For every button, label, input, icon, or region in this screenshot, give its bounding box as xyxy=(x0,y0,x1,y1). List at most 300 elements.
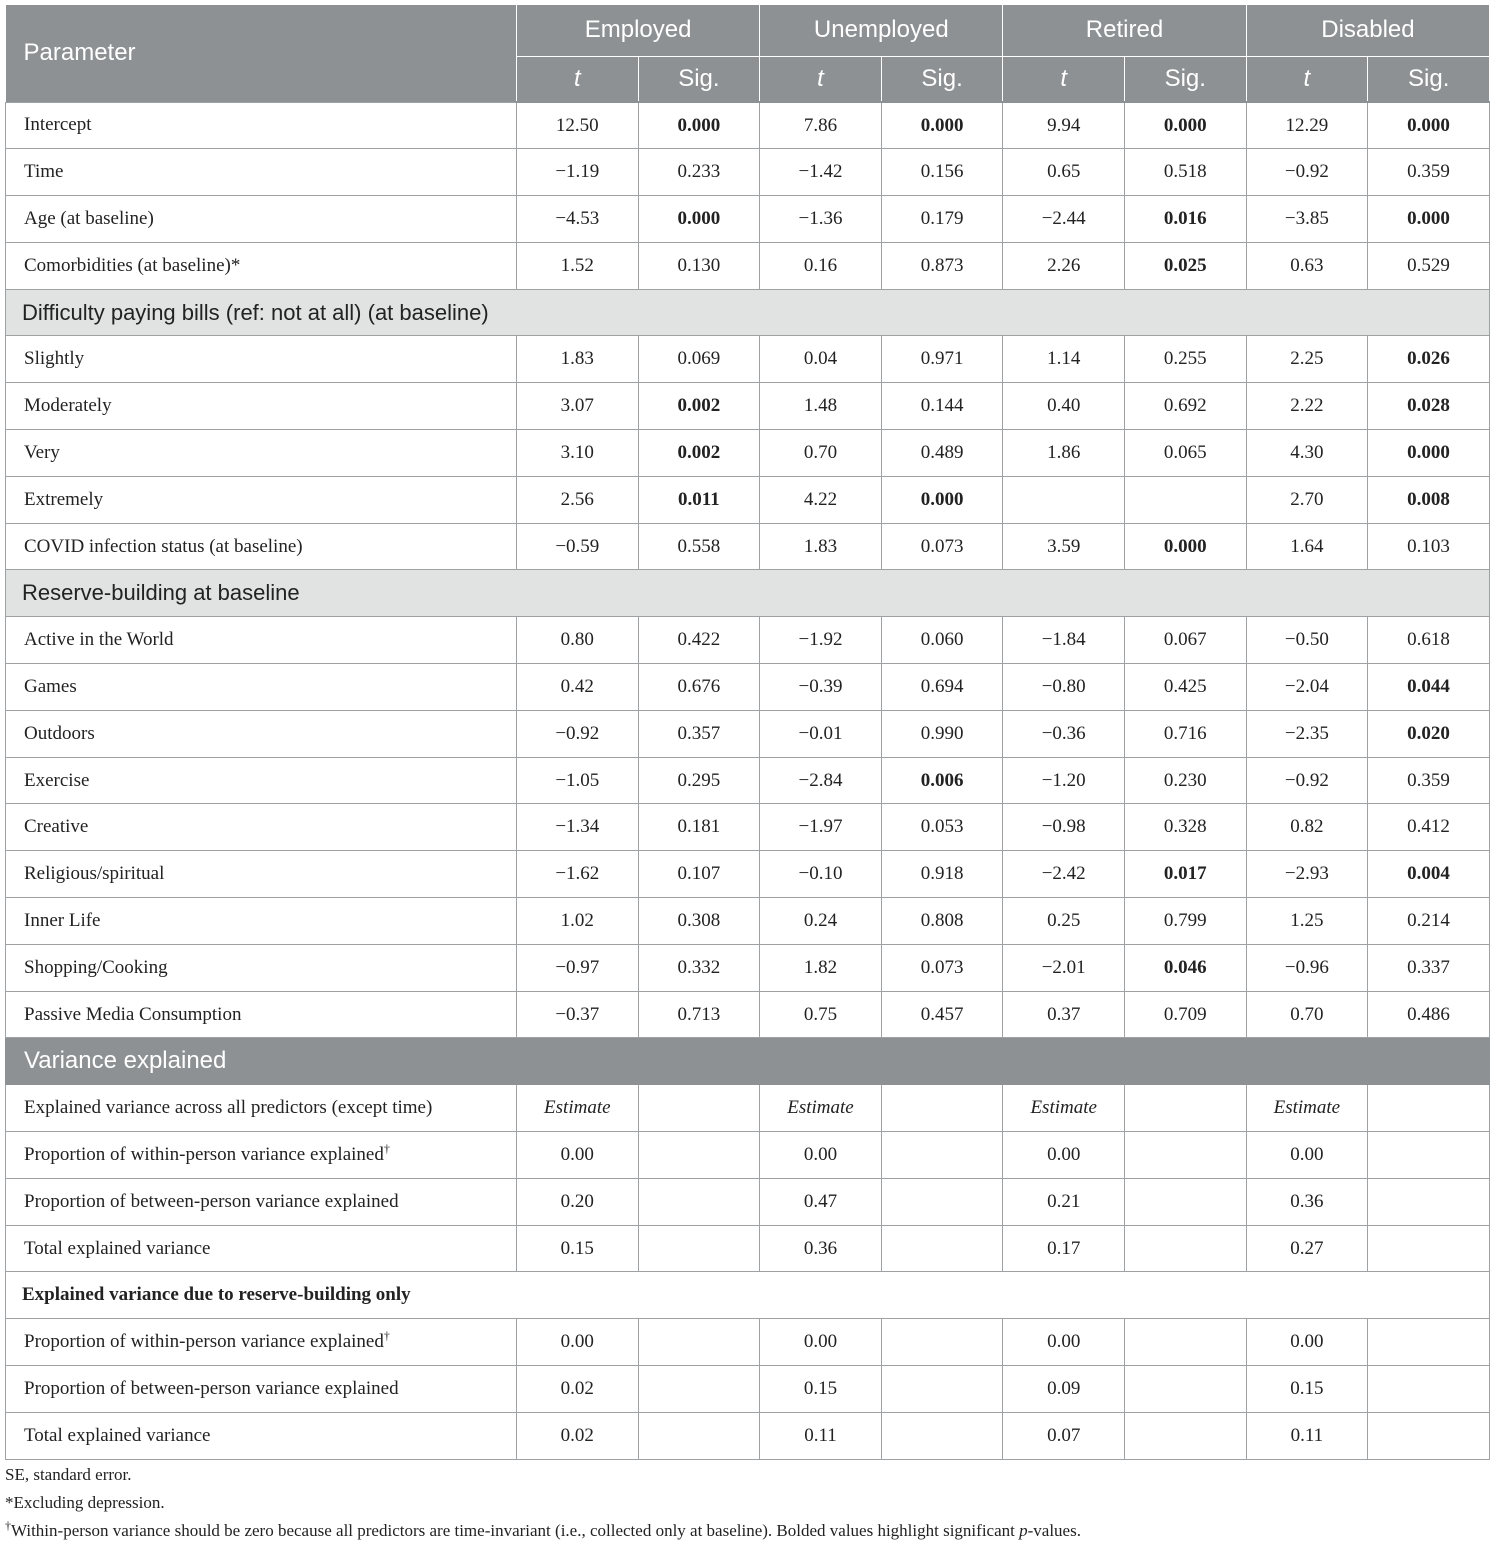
t-value: 1.83 xyxy=(517,336,639,383)
table-row xyxy=(6,851,1490,898)
table-row xyxy=(6,898,1490,945)
sig-value: 0.016 xyxy=(1124,196,1246,243)
t-value: −1.20 xyxy=(1003,757,1125,804)
row-label-text: Proportion of within-person variance explained xyxy=(24,1143,384,1165)
empty-cell xyxy=(638,1366,760,1413)
row-label xyxy=(6,1085,517,1132)
row-label xyxy=(6,804,517,851)
estimate-value: 0.00 xyxy=(1246,1132,1368,1179)
sig-value: 0.026 xyxy=(1368,336,1490,383)
header-unemployed: Unemployed xyxy=(760,5,1003,56)
row-label xyxy=(6,1412,517,1459)
sig-value: 0.073 xyxy=(881,523,1003,570)
row-label-text: Proportion of between-person variance explained xyxy=(24,1377,399,1399)
t-value: 0.24 xyxy=(760,898,882,945)
t-value: 4.22 xyxy=(760,476,882,523)
t-value: −1.97 xyxy=(760,804,882,851)
t-value: −2.04 xyxy=(1246,664,1368,711)
subsection-heading: Explained variance due to reserve-building only xyxy=(6,1272,1490,1319)
estimate-value: 0.07 xyxy=(1003,1412,1125,1459)
row-label xyxy=(6,898,517,945)
row-label xyxy=(6,523,517,570)
t-value: −1.92 xyxy=(760,617,882,664)
sig-value: 0.808 xyxy=(881,898,1003,945)
row-label-text: Slightly xyxy=(24,348,85,370)
empty-cell xyxy=(1368,1085,1490,1132)
table-row xyxy=(6,383,1490,430)
sig-value: 0.359 xyxy=(1368,757,1490,804)
empty-cell xyxy=(638,1178,760,1225)
sig-value: 0.067 xyxy=(1124,617,1246,664)
footnote-se: SE, standard error. xyxy=(5,1465,132,1484)
row-label-text: Games xyxy=(24,675,77,697)
t-value: 0.25 xyxy=(1003,898,1125,945)
table-row xyxy=(6,1038,1490,1085)
sig-value: 0.518 xyxy=(1124,149,1246,196)
t-value: 3.10 xyxy=(517,430,639,477)
estimate-value: 0.47 xyxy=(760,1178,882,1225)
estimate-value: 0.00 xyxy=(1003,1319,1125,1366)
sig-value: 0.156 xyxy=(881,149,1003,196)
header-sig: Sig. xyxy=(638,56,760,102)
t-value: 0.70 xyxy=(760,430,882,477)
row-label-text: Proportion of between-person variance explained xyxy=(24,1190,399,1212)
row-label xyxy=(6,617,517,664)
header-disabled: Disabled xyxy=(1246,5,1489,56)
sig-value: 0.337 xyxy=(1368,944,1490,991)
sig-value: 0.457 xyxy=(881,991,1003,1038)
header-t: t xyxy=(1246,56,1368,102)
t-value: 0.70 xyxy=(1246,991,1368,1038)
t-value: 2.26 xyxy=(1003,242,1125,289)
sig-value: 0.000 xyxy=(638,196,760,243)
t-value: 3.59 xyxy=(1003,523,1125,570)
header-t: t xyxy=(760,56,882,102)
table-row xyxy=(6,664,1490,711)
estimate-value: 0.36 xyxy=(1246,1178,1368,1225)
t-value: −1.36 xyxy=(760,196,882,243)
sig-value: 0.000 xyxy=(1368,430,1490,477)
estimate-value: 0.17 xyxy=(1003,1225,1125,1272)
estimate-value: 0.00 xyxy=(1246,1319,1368,1366)
t-value: −1.42 xyxy=(760,149,882,196)
sig-value: 0.025 xyxy=(1124,242,1246,289)
sig-value: 0.017 xyxy=(1124,851,1246,898)
sig-value: 0.694 xyxy=(881,664,1003,711)
empty-cell xyxy=(1124,1319,1246,1366)
sig-value: 0.255 xyxy=(1124,336,1246,383)
t-value: −0.50 xyxy=(1246,617,1368,664)
footnote-p: p xyxy=(1019,1521,1028,1540)
row-label-text: Outdoors xyxy=(24,722,95,744)
estimate-value: 0.21 xyxy=(1003,1178,1125,1225)
sig-value: 0.053 xyxy=(881,804,1003,851)
sig-value: 0.069 xyxy=(638,336,760,383)
sig-value: 0.103 xyxy=(1368,523,1490,570)
section-heading: Reserve-building at baseline xyxy=(6,570,1490,617)
estimate-value: 0.15 xyxy=(517,1225,639,1272)
empty-cell xyxy=(881,1412,1003,1459)
t-value: −0.97 xyxy=(517,944,639,991)
t-value: −1.05 xyxy=(517,757,639,804)
sig-value: 0.006 xyxy=(881,757,1003,804)
row-label xyxy=(6,1366,517,1413)
t-value: −0.10 xyxy=(760,851,882,898)
row-label xyxy=(6,336,517,383)
empty-cell xyxy=(881,1085,1003,1132)
row-label-text: Total explained variance xyxy=(24,1424,211,1446)
sig-value: 0.332 xyxy=(638,944,760,991)
sig-value: 0.000 xyxy=(1368,196,1490,243)
sig-value: 0.873 xyxy=(881,242,1003,289)
estimate-value: 0.15 xyxy=(760,1366,882,1413)
table-row xyxy=(6,1132,1490,1179)
estimate-label: Estimate xyxy=(517,1085,639,1132)
t-value: −0.80 xyxy=(1003,664,1125,711)
estimate-value: 0.27 xyxy=(1246,1225,1368,1272)
sig-value: 0.130 xyxy=(638,242,760,289)
header-retired: Retired xyxy=(1003,5,1246,56)
t-value: −2.84 xyxy=(760,757,882,804)
table-row xyxy=(6,1085,1490,1132)
estimate-value: 0.00 xyxy=(760,1319,882,1366)
empty-cell xyxy=(881,1366,1003,1413)
sig-value: 0.489 xyxy=(881,430,1003,477)
table-row xyxy=(6,944,1490,991)
row-label xyxy=(6,1132,517,1179)
sig-value: 0.000 xyxy=(881,476,1003,523)
empty-cell xyxy=(1124,1225,1246,1272)
estimate-label: Estimate xyxy=(1246,1085,1368,1132)
estimate-value: 0.09 xyxy=(1003,1366,1125,1413)
table-row xyxy=(6,289,1490,336)
sig-value: 0.065 xyxy=(1124,430,1246,477)
table-row xyxy=(6,1366,1490,1413)
t-value: 0.80 xyxy=(517,617,639,664)
t-value: −0.98 xyxy=(1003,804,1125,851)
t-value: 2.22 xyxy=(1246,383,1368,430)
sig-value: 0.000 xyxy=(638,102,760,149)
row-label-text: Creative xyxy=(24,816,89,838)
sig-value: 0.011 xyxy=(638,476,760,523)
header-sig: Sig. xyxy=(881,56,1003,102)
row-label xyxy=(6,476,517,523)
footnote-star: *Excluding depression. xyxy=(5,1493,165,1512)
row-label-text: Passive Media Consumption xyxy=(24,1003,242,1025)
t-value: 0.82 xyxy=(1246,804,1368,851)
t-value: 4.30 xyxy=(1246,430,1368,477)
empty-cell xyxy=(638,1132,760,1179)
row-label xyxy=(6,102,517,149)
header-t: t xyxy=(517,56,639,102)
t-value: 0.16 xyxy=(760,242,882,289)
sig-value: 0.357 xyxy=(638,710,760,757)
estimate-value: 0.00 xyxy=(760,1132,882,1179)
row-label xyxy=(6,430,517,477)
header-sig: Sig. xyxy=(1124,56,1246,102)
sig-value: 0.558 xyxy=(638,523,760,570)
table-row xyxy=(6,757,1490,804)
row-label xyxy=(6,851,517,898)
header-sig: Sig. xyxy=(1368,56,1490,102)
sig-value: 0.073 xyxy=(881,944,1003,991)
empty-cell xyxy=(881,1178,1003,1225)
dagger-mark: † xyxy=(383,1141,390,1156)
estimate-value: 0.00 xyxy=(517,1132,639,1179)
sig-value: 0.412 xyxy=(1368,804,1490,851)
row-label xyxy=(6,944,517,991)
sig-value: 0.233 xyxy=(638,149,760,196)
row-label-text: Total explained variance xyxy=(24,1237,211,1259)
dagger-mark: † xyxy=(5,1518,11,1533)
t-value: 0.75 xyxy=(760,991,882,1038)
sig-value: 0.000 xyxy=(881,102,1003,149)
t-value: 2.70 xyxy=(1246,476,1368,523)
table-row xyxy=(6,1178,1490,1225)
row-label xyxy=(6,1178,517,1225)
sig-value: 0.004 xyxy=(1368,851,1490,898)
t-value: −2.01 xyxy=(1003,944,1125,991)
table-body xyxy=(6,102,1490,1459)
t-value: 1.83 xyxy=(760,523,882,570)
estimate-label: Estimate xyxy=(760,1085,882,1132)
row-label-text: Inner Life xyxy=(24,909,101,931)
t-value: 2.25 xyxy=(1246,336,1368,383)
results-table-container xyxy=(5,5,1489,1460)
sig-value: 0.328 xyxy=(1124,804,1246,851)
header-t: t xyxy=(1003,56,1125,102)
estimate-value: 0.11 xyxy=(1246,1412,1368,1459)
table-row xyxy=(6,523,1490,570)
t-value: 0.37 xyxy=(1003,991,1125,1038)
t-value: 0.40 xyxy=(1003,383,1125,430)
row-label-text: Time xyxy=(24,161,64,183)
table-row xyxy=(6,149,1490,196)
sig-value: 0.425 xyxy=(1124,664,1246,711)
table-row xyxy=(6,196,1490,243)
sig-value: 0.716 xyxy=(1124,710,1246,757)
sig-value: 0.107 xyxy=(638,851,760,898)
estimate-value: 0.20 xyxy=(517,1178,639,1225)
empty-cell xyxy=(1368,1225,1490,1272)
header-parameter: Parameter xyxy=(6,5,517,102)
t-value xyxy=(1003,476,1125,523)
t-value: −2.93 xyxy=(1246,851,1368,898)
row-label-text: Explained variance across all predictors (except time) xyxy=(24,1097,433,1119)
estimate-value: 0.15 xyxy=(1246,1366,1368,1413)
sig-value: 0.799 xyxy=(1124,898,1246,945)
section-heading: Difficulty paying bills (ref: not at all) (at baseline) xyxy=(6,289,1490,336)
row-label-text: Religious/spiritual xyxy=(24,863,165,885)
t-value: 1.14 xyxy=(1003,336,1125,383)
estimate-value: 0.00 xyxy=(1003,1132,1125,1179)
sig-value: 0.008 xyxy=(1368,476,1490,523)
empty-cell xyxy=(1368,1412,1490,1459)
estimate-value: 0.36 xyxy=(760,1225,882,1272)
table-row xyxy=(6,1225,1490,1272)
table-row xyxy=(6,102,1490,149)
table-row xyxy=(6,1272,1490,1319)
sig-value: 0.529 xyxy=(1368,242,1490,289)
table-row xyxy=(6,1319,1490,1366)
t-value: 1.25 xyxy=(1246,898,1368,945)
row-label-text: Active in the World xyxy=(24,629,174,651)
sig-value: 0.308 xyxy=(638,898,760,945)
row-label-text: Comorbidities (at baseline)* xyxy=(24,254,241,276)
footnote-dagger-end: -values. xyxy=(1027,1521,1081,1540)
row-label xyxy=(6,757,517,804)
sig-value: 0.044 xyxy=(1368,664,1490,711)
table-row xyxy=(6,710,1490,757)
sig-value: 0.060 xyxy=(881,617,1003,664)
row-label xyxy=(6,1319,517,1366)
table-header xyxy=(6,5,1490,102)
estimate-value: 0.02 xyxy=(517,1412,639,1459)
t-value: 0.65 xyxy=(1003,149,1125,196)
t-value: −0.92 xyxy=(1246,149,1368,196)
empty-cell xyxy=(881,1132,1003,1179)
t-value: −0.36 xyxy=(1003,710,1125,757)
estimate-value: 0.00 xyxy=(517,1319,639,1366)
t-value: −2.44 xyxy=(1003,196,1125,243)
t-value: −1.84 xyxy=(1003,617,1125,664)
row-label-text: Age (at baseline) xyxy=(24,207,154,229)
t-value: −0.59 xyxy=(517,523,639,570)
t-value: −0.37 xyxy=(517,991,639,1038)
footnote-dagger xyxy=(5,1517,1489,1545)
row-label-text: Intercept xyxy=(24,114,92,136)
empty-cell xyxy=(1124,1178,1246,1225)
table-row xyxy=(6,242,1490,289)
t-value: 0.63 xyxy=(1246,242,1368,289)
sig-value: 0.144 xyxy=(881,383,1003,430)
sig-value: 0.709 xyxy=(1124,991,1246,1038)
empty-cell xyxy=(638,1085,760,1132)
sig-value: 0.486 xyxy=(1368,991,1490,1038)
t-value: 0.04 xyxy=(760,336,882,383)
sig-value: 0.000 xyxy=(1368,102,1490,149)
t-value: −1.19 xyxy=(517,149,639,196)
row-label xyxy=(6,710,517,757)
estimate-value: 0.02 xyxy=(517,1366,639,1413)
t-value: −0.92 xyxy=(1246,757,1368,804)
table-row xyxy=(6,430,1490,477)
empty-cell xyxy=(881,1225,1003,1272)
sig-value: 0.713 xyxy=(638,991,760,1038)
sig-value: 0.002 xyxy=(638,430,760,477)
empty-cell xyxy=(1368,1366,1490,1413)
sig-value: 0.214 xyxy=(1368,898,1490,945)
t-value: −2.42 xyxy=(1003,851,1125,898)
sig-value: 0.918 xyxy=(881,851,1003,898)
t-value: 2.56 xyxy=(517,476,639,523)
t-value: −3.85 xyxy=(1246,196,1368,243)
empty-cell xyxy=(1124,1132,1246,1179)
t-value: 7.86 xyxy=(760,102,882,149)
sig-value: 0.359 xyxy=(1368,149,1490,196)
row-label xyxy=(6,991,517,1038)
row-label-text: Exercise xyxy=(24,769,90,791)
sig-value: 0.230 xyxy=(1124,757,1246,804)
row-label xyxy=(6,242,517,289)
row-label-text: Proportion of within-person variance explained xyxy=(24,1331,384,1353)
t-value: −0.92 xyxy=(517,710,639,757)
empty-cell xyxy=(1368,1319,1490,1366)
estimate-value: 0.11 xyxy=(760,1412,882,1459)
empty-cell xyxy=(1368,1132,1490,1179)
t-value: 12.29 xyxy=(1246,102,1368,149)
t-value: −1.62 xyxy=(517,851,639,898)
sig-value: 0.181 xyxy=(638,804,760,851)
empty-cell xyxy=(638,1412,760,1459)
t-value: 1.48 xyxy=(760,383,882,430)
t-value: 0.42 xyxy=(517,664,639,711)
t-value: −0.96 xyxy=(1246,944,1368,991)
table-row xyxy=(6,804,1490,851)
estimate-label: Estimate xyxy=(1003,1085,1125,1132)
row-label-text: Moderately xyxy=(24,395,112,417)
sig-value: 0.618 xyxy=(1368,617,1490,664)
table-row xyxy=(6,570,1490,617)
sig-value: 0.179 xyxy=(881,196,1003,243)
sig-value: 0.295 xyxy=(638,757,760,804)
sig-value: 0.422 xyxy=(638,617,760,664)
t-value: 1.52 xyxy=(517,242,639,289)
t-value: 1.64 xyxy=(1246,523,1368,570)
section-heading: Variance explained xyxy=(6,1038,1490,1085)
sig-value: 0.971 xyxy=(881,336,1003,383)
t-value: −0.01 xyxy=(760,710,882,757)
row-label xyxy=(6,149,517,196)
t-value: −2.35 xyxy=(1246,710,1368,757)
t-value: −1.34 xyxy=(517,804,639,851)
t-value: 1.02 xyxy=(517,898,639,945)
footnote-dagger-text: Within-person variance should be zero because all predictors are time-invariant (i.e., collected only at baseline). Bolded values highlight significant xyxy=(11,1521,1020,1540)
table-row xyxy=(6,336,1490,383)
dagger-mark: † xyxy=(383,1328,390,1343)
sig-value xyxy=(1124,476,1246,523)
row-label xyxy=(6,1225,517,1272)
table-row xyxy=(6,991,1490,1038)
empty-cell xyxy=(881,1319,1003,1366)
t-value: 9.94 xyxy=(1003,102,1125,149)
row-label-text: Extremely xyxy=(24,488,104,510)
table-row xyxy=(6,1412,1490,1459)
t-value: 1.82 xyxy=(760,944,882,991)
empty-cell xyxy=(638,1319,760,1366)
sig-value: 0.046 xyxy=(1124,944,1246,991)
t-value: −0.39 xyxy=(760,664,882,711)
empty-cell xyxy=(638,1225,760,1272)
table-footnotes xyxy=(5,1461,1489,1545)
row-label-text: COVID infection status (at baseline) xyxy=(24,535,303,557)
results-table xyxy=(5,5,1490,1460)
table-row xyxy=(6,476,1490,523)
table-row xyxy=(6,617,1490,664)
sig-value: 0.676 xyxy=(638,664,760,711)
empty-cell xyxy=(1124,1412,1246,1459)
sig-value: 0.000 xyxy=(1124,102,1246,149)
empty-cell xyxy=(1368,1178,1490,1225)
sig-value: 0.002 xyxy=(638,383,760,430)
header-employed: Employed xyxy=(517,5,760,56)
t-value: −4.53 xyxy=(517,196,639,243)
t-value: 1.86 xyxy=(1003,430,1125,477)
row-label-text: Very xyxy=(24,441,60,463)
row-label xyxy=(6,664,517,711)
sig-value: 0.000 xyxy=(1124,523,1246,570)
t-value: 12.50 xyxy=(517,102,639,149)
